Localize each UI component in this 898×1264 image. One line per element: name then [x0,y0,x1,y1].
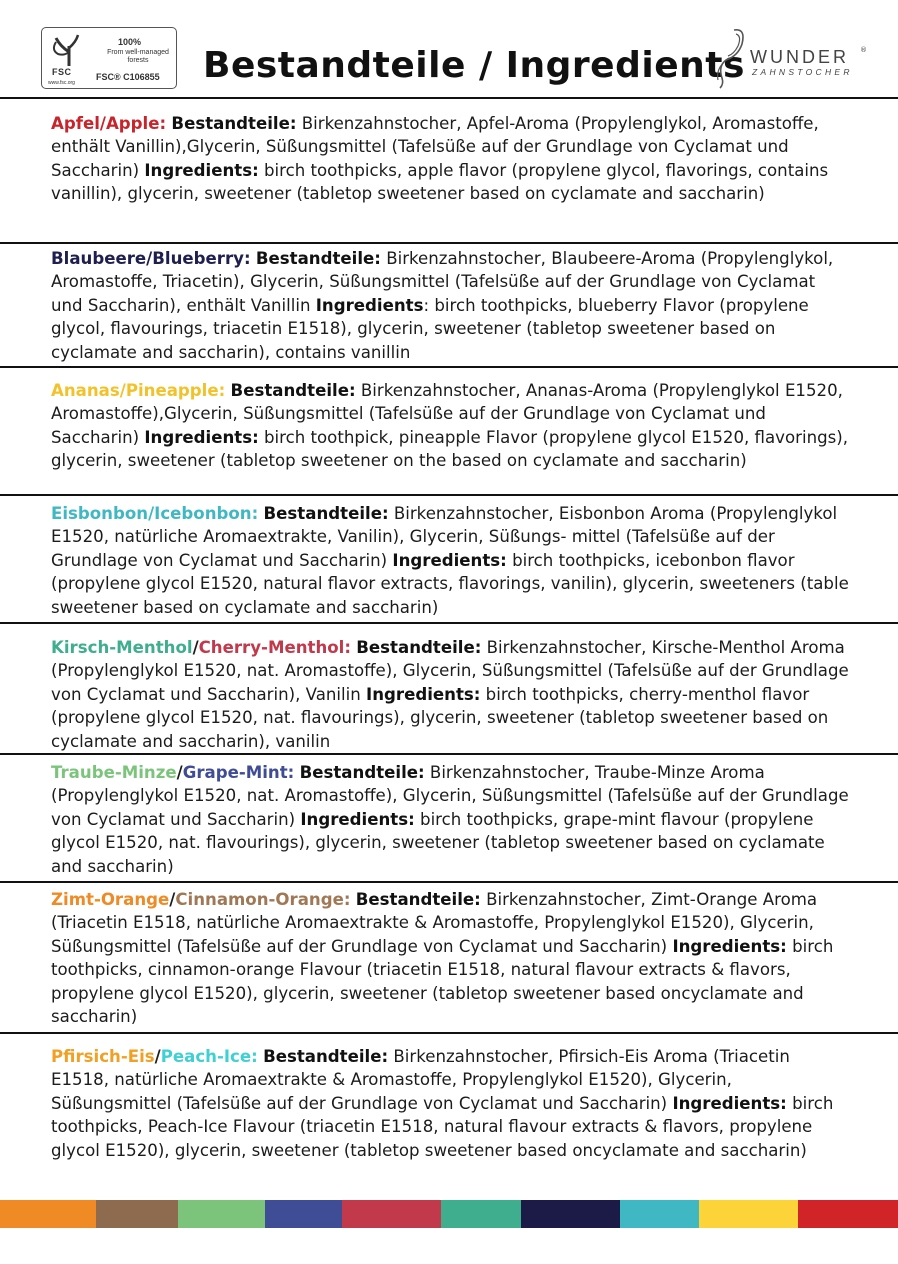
flavor-slash: / [99,114,106,133]
divider [0,753,898,755]
fsc-text: From well-managed forests [107,49,169,64]
label-bestandteile: Bestandteile: [230,381,356,400]
label-ingredients: Ingredients: [366,684,481,704]
label-bestandteile: Bestandteile: [299,763,425,782]
flavor-name-de: Traube-Minze [51,763,177,782]
ingredient-section-blueberry [51,247,851,364]
logo-name: WUNDER [750,47,849,67]
label-bestandteile: Bestandteile: [356,638,482,657]
text-de: Birkenzahnstocher, Zimt-Orange Aroma (Triacetin E1518, natürliche Aromaextrakte & Aromastoffe, Propylenglykol E1520), Glycerin, Süßungsmittel (Tafelsüße auf der Grundlage von Cyclamat und Saccharin) [51,890,818,956]
fsc-site: www.fsc.org [48,80,75,86]
label-ingredients: Ingredients: [672,1093,787,1113]
ingredient-section-peach-ice [51,1045,851,1162]
flavor-name-en: Peach-Ice: [160,1047,258,1066]
ingredient-section-cinnamon-orange [51,888,851,1028]
color-swatch-crimson [798,1200,898,1228]
color-swatch-brown [96,1200,178,1228]
label-ingredients: Ingredients: [672,936,787,956]
color-swatch-orange [0,1200,96,1228]
divider [0,242,898,244]
text-en: birch toothpicks, icebonbon flavor (propylene glycol E1520, natural flavor extracts, flavorings, vanilin), glycerin, sweeteners (table sweetener based on cyclamate and saccharin) [51,550,849,617]
text-en: birch toothpicks, Peach-Ice Flavour (triacetin E1518, natural flavour extracts & flavors, propylene glycol E1520), glycerin, sweetener (tabletop sweetener based oncyclamate and saccharin) [51,1093,834,1160]
text-en: : birch toothpicks, blueberry Flavor (propylene glycol, flavourings, triacetin E1518), glycerin, sweetener (tabletop sweetener based on cyclamate and saccharin), contains vanillin [51,295,809,362]
flavor-slash: / [176,763,183,782]
divider [0,97,898,99]
divider [0,366,898,368]
flavor-name-de: Blaubeere [51,249,147,268]
label-bestandteile: Bestandteile: [355,890,481,909]
flavor-name-en: Blueberry: [152,249,251,268]
divider [0,881,898,883]
flavor-name-de: Zimt-Orange [51,890,170,909]
label-ingredients: Ingredients: [144,427,259,447]
flavor-name-de: Eisbonbon [51,504,149,523]
flavor-name-de: Ananas [51,381,120,400]
label-ingredients: Ingredients: [300,809,415,829]
color-swatch-yellow [699,1200,798,1228]
flavor-slash: / [192,638,199,657]
divider [0,494,898,496]
label-ingredients: Ingredients: [144,160,259,180]
page-title: Bestandteile / Ingredients [203,45,745,86]
page-header [0,0,898,97]
flavor-name-en: Apple: [105,114,167,133]
flavor-slash: / [169,890,176,909]
ingredient-section-cherry-menthol [51,636,851,753]
flavor-name-en: Grape-Mint: [182,763,295,782]
text-de: Birkenzahnstocher, Ananas-Aroma (Propylenglykol E1520, Aromastoffe),Glycerin, Süßungsmittel (Tafelsüße auf der Grundlage von Cyclamat und Saccharin) [51,381,843,447]
flavor-name-de: Kirsch-Menthol [51,638,193,657]
text-de: Birkenzahnstocher, Blaubeere-Aroma (Propylenglykol, Aromastoffe, Triacetin), Glycerin, Süßungsmittel (Tafelsüße auf der Grundlage von Cyclamat und Saccharin), enthält Vanillin [51,249,834,315]
ingredient-section-apple [51,112,851,206]
color-swatch-teal [441,1200,521,1228]
color-swatch-red [342,1200,441,1228]
ingredient-section-icebonbon [51,502,851,619]
text-en: birch toothpicks, cinnamon-orange Flavour (triacetin E1518, natural flavour extracts & flavors, propylene glycol E1520), glycerin, sweetener (tabletop sweetener based oncyclamate and saccharin) [51,936,834,1027]
text-en: birch toothpicks, grape-mint flavour (propylene glycol E1520, nat. flavourings), glycerin, sweetener (tabletop sweetener based on cyclamate and saccharin) [51,809,825,876]
label-bestandteile: Bestandteile: [263,1047,389,1066]
text-de: Birkenzahnstocher, Apfel-Aroma (Propylenglykol, Aromastoffe, enthält Vanillin),Glycerin, Süßungsmittel (Tafelsüße auf der Grundlage von Cyclamat und Saccharin) [51,114,819,180]
flavor-name-de: Apfel [51,114,100,133]
flavor-slash: / [146,249,153,268]
wunder-logo [712,26,872,90]
color-swatch-navy [521,1200,620,1228]
text-de: Birkenzahnstocher, Pfirsich-Eis Aroma (Triacetin E1518, natürliche Aromaextrakte & Aromastoffe, Propylenglykol E1520), Glycerin, Süßungsmittel (Tafelsüße auf der Grundlage von Cyclamat und Saccharin) [51,1047,790,1113]
text-de: Birkenzahnstocher, Eisbonbon Aroma (Propylenglykol E1520, natürliche Aromaextrakte, Vanilin), Glycerin, Süßungs- mittel (Tafelsüße auf der Grundlage von Cyclamat und Saccharin) [51,504,838,570]
fsc-badge [41,27,177,89]
logo-subtitle: ZAHNSTOCHER [752,67,853,77]
toothpick-logo-icon [712,26,752,90]
fsc-percent: 100% [118,37,142,47]
color-bar [0,1200,898,1228]
flavor-slash: / [119,381,126,400]
divider [0,622,898,624]
label-ingredients: Ingredients: [392,550,507,570]
label-bestandteile: Bestandteile: [263,504,389,523]
color-swatch-green [178,1200,265,1228]
text-de: Birkenzahnstocher, Traube-Minze Aroma (Propylenglykol E1520, nat. Aromastoffe), Glycerin, Süßungsmittel (Tafelsüße auf der Grundlage von Cyclamat und Saccharin) [51,763,849,829]
flavor-name-en: Icebonbon: [154,504,259,523]
ingredient-section-grape-mint [51,761,851,878]
text-en: birch toothpicks, apple flavor (propylene glycol, flavorings, contains vanillin), glycerin, sweetener (tabletop sweetener based on cyclamate and saccharin) [51,160,829,204]
flavor-name-en: Cinnamon-Orange: [175,890,351,909]
label-bestandteile: Bestandteile: [171,114,297,133]
fsc-code: FSC® C106855 [96,72,160,82]
flavor-slash: / [154,1047,161,1066]
divider [0,1032,898,1034]
label-ingredients: Ingredients [315,295,424,315]
label-bestandteile: Bestandteile: [255,249,381,268]
logo-registered: ® [860,46,867,54]
text-en: birch toothpicks, cherry-menthol flavor (propylene glycol E1520, nat. flavourings), glycerin, sweetener (tabletop sweetener based on cyclamate and saccharin), vanilin [51,684,829,751]
flavor-name-en: Cherry-Menthol: [198,638,351,657]
flavor-name-de: Pfirsich-Eis [51,1047,155,1066]
color-swatch-blue [265,1200,342,1228]
text-en: birch toothpick, pineapple Flavor (propylene glycol E1520, flavorings), glycerin, sweetener (tabletop sweetener on the based on cyclamate and saccharin) [51,427,849,471]
color-swatch-cyan [620,1200,699,1228]
text-de: Birkenzahnstocher, Kirsche-Menthol Aroma (Propylenglykol E1520, nat. Aromastoffe), Glycerin, Süßungsmittel (Tafelsüße auf der Grundlage von Cyclamat und Saccharin), Vanilin [51,638,849,704]
ingredient-section-pineapple [51,379,851,473]
flavor-slash: / [148,504,155,523]
fsc-label: FSC [52,67,72,77]
flavor-name-en: Pineapple: [125,381,226,400]
